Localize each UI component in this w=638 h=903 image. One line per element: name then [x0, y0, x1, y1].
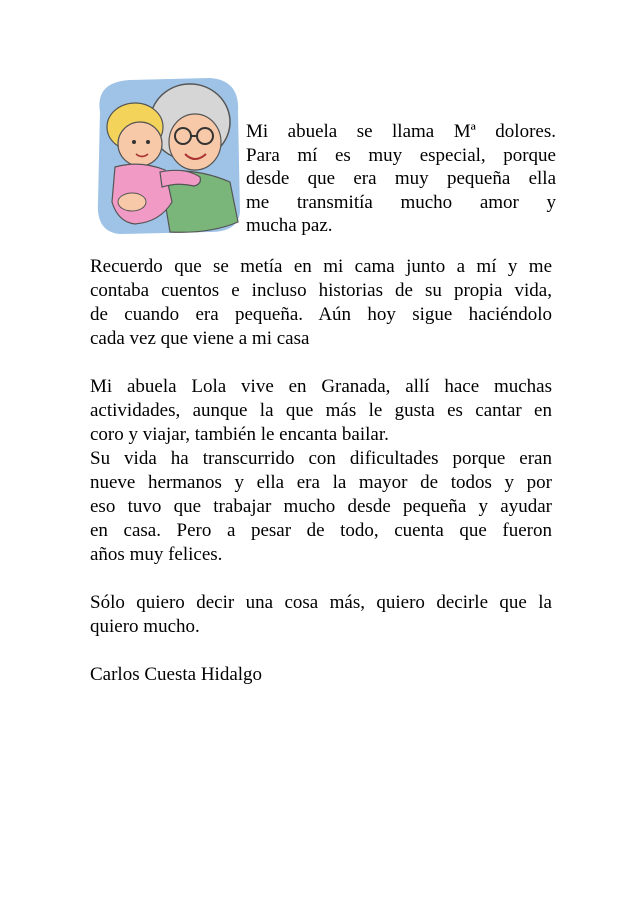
text-line: nueve hermanos y ella era la mayor de todos y por — [90, 472, 552, 493]
text-line: de cuando era pequeña. Aún hoy sigue haciéndolo — [90, 304, 552, 325]
text-line: Mi abuela Lola vive en Granada, allí hace muchas — [90, 376, 552, 397]
child-face — [118, 122, 162, 166]
intro-line: Mi abuela se llama Mª dolores. — [246, 121, 556, 142]
grandma-hand — [118, 193, 146, 211]
author-name: Carlos Cuesta Hidalgo — [90, 664, 263, 685]
intro-line: Para mí es muy especial, porque — [246, 144, 556, 166]
text-line: quiero mucho. — [90, 616, 200, 637]
paragraph-memories — [90, 255, 552, 351]
text-line: cada vez que viene a mi casa — [90, 328, 310, 349]
paragraph-granada — [90, 375, 552, 567]
text-line: contaba cuentos e incluso historias de su propia vida, — [90, 280, 552, 301]
text-line: años muy felices. — [90, 544, 223, 565]
grandmother-child-illustration — [90, 72, 245, 237]
body-text — [90, 255, 552, 687]
text-line: en casa. Pero a pesar de todo, cuenta que fueron — [90, 520, 552, 541]
intro-line: desde que era muy pequeña ella — [246, 168, 556, 189]
text-line: Su vida ha transcurrido con dificultades porque eran — [90, 448, 552, 469]
author-signature — [90, 663, 552, 687]
text-line: Sólo quiero decir una cosa más, quiero decirle que la — [90, 592, 552, 613]
intro-line: me transmitía mucho amor y — [246, 191, 556, 213]
text-line: eso tuvo que trabajar mucho desde pequeña y ayudar — [90, 496, 552, 517]
text-line: coro y viajar, también le encanta bailar. — [90, 424, 389, 445]
intro-paragraph — [246, 120, 556, 238]
paragraph-closing — [90, 591, 552, 639]
text-line: actividades, aunque la que más le gusta es cantar en — [90, 400, 552, 421]
intro-line: mucha paz. — [246, 215, 333, 236]
text-line: Recuerdo que se metía en mi cama junto a mí y me — [90, 256, 552, 277]
